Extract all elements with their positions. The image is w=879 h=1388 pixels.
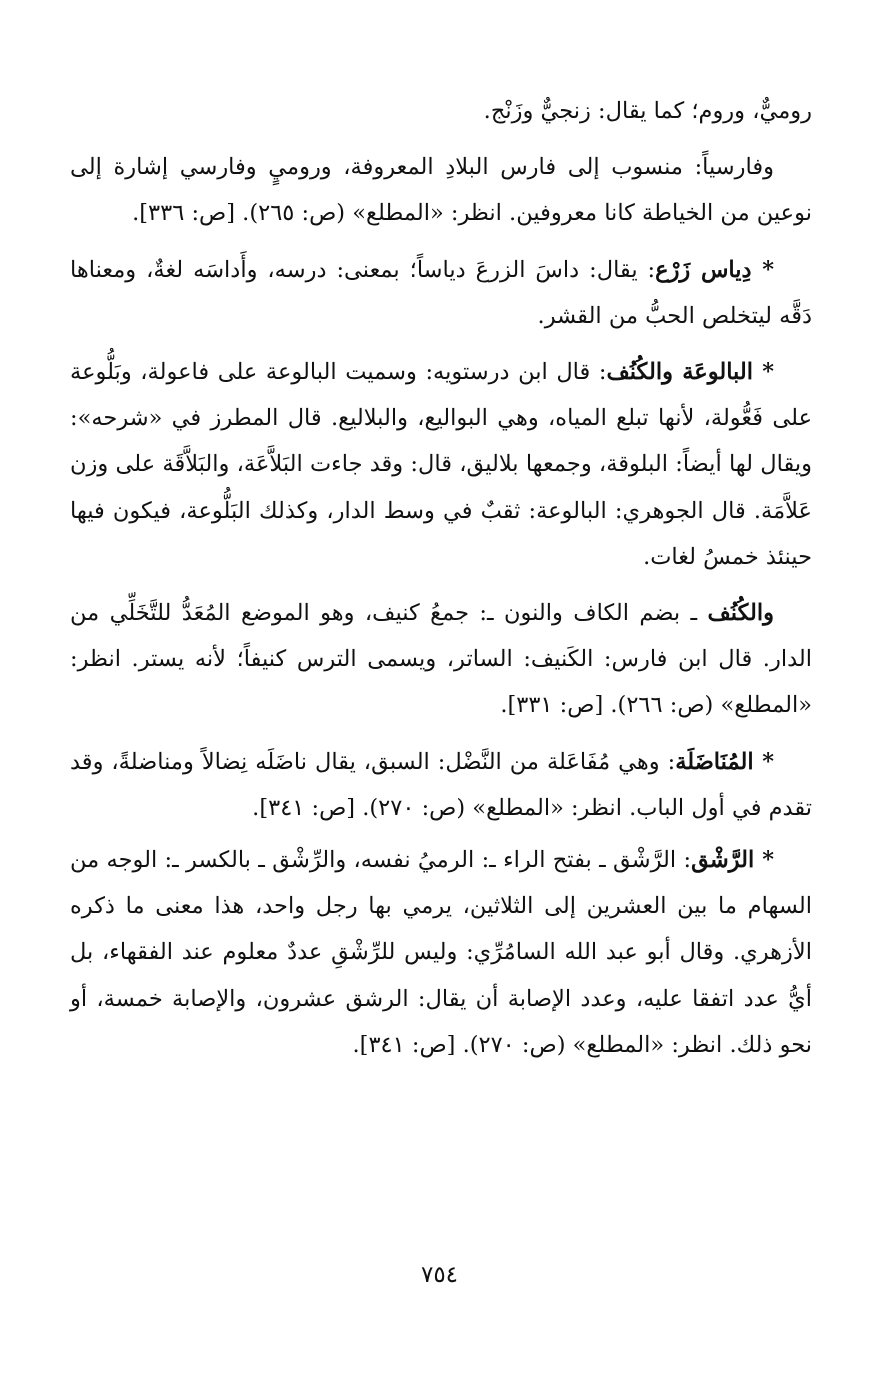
entry-term: * البالوعَة والكُنُف bbox=[606, 359, 774, 386]
page-number: ٧٥٤ bbox=[420, 1262, 459, 1288]
entry-diyas-zar bbox=[70, 247, 812, 339]
entry-rashq bbox=[70, 837, 812, 1068]
paragraph-farisi bbox=[70, 144, 812, 236]
entry-term: * دِياس زَرْع bbox=[655, 256, 774, 283]
entry-term: * المُنَاضَلَة bbox=[675, 748, 774, 775]
paragraph-text: روميٌّ، وروم؛ كما يقال: زنجيٌّ وزَنْج. bbox=[483, 98, 812, 124]
entry-balua bbox=[70, 349, 812, 580]
paragraph-roumi bbox=[70, 88, 812, 134]
entry-term: والكُنُف bbox=[707, 600, 774, 627]
entry-munadala bbox=[70, 739, 812, 831]
paragraph-text: وفارسياً: منسوب إلى فارس البلادِ المعروفة، وروميٍ وفارسي إشارة إلى نوعين من الخياطة كانا معروفين. انظر: «المطلع» (ص: ٢٦٥). [ص: ٣٣٦]. bbox=[70, 154, 812, 227]
entry-term: * الرَّشْق bbox=[691, 847, 774, 874]
entry-definition: : وهي مُفَاعَلة من النَّضْل: السبق، يقال ناضَلَه نِضالاً ومناضلةً، وقد تقدم في أول الباب. انظر: «المطلع» (ص: ٢٧٠). [ص: ٣٤١]. bbox=[70, 748, 812, 821]
entry-definition: : الرَّشْق ـ بفتح الراء ـ: الرميُ نفسه، والرِّشْق ـ بالكسر ـ: الوجه من السهام ما بين العشرين إلى الثلاثين، يرمي بها رجل واحد، هذا معنى ما ذكره الأزهري. وقال أبو عبد الله السامُرِّي: وليس للرِّشْقِ عددٌ معلوم عند الفقهاء، بل أيُّ عدد اتفقا عليه، وعدد الإصابة أن يقال: الرشق عشرون، والإصابة خمسة، أو نحو ذلك. انظر: «المطلع» (ص: ٢٧٠). [ص: ٣٤١]. bbox=[70, 847, 812, 1058]
page-body bbox=[70, 88, 812, 1078]
entry-definition: : يقال: داسَ الزرعَ دياساً؛ بمعنى: درسه، وأَداسَه لغةٌ، ومعناها دَقَّه ليتخلص الحبُّ من القشر. bbox=[70, 256, 812, 329]
entry-definition: ـ بضم الكاف والنون ـ: جمعُ كنيف، وهو الموضع المُعَدُّ للتَّخَلِّي من الدار. قال ابن فارس: الكَنيف: الساتر، ويسمى الترس كنيفاً؛ لأنه يستر. انظر: «المطلع» (ص: ٢٦٦). [ص: ٣٣١]. bbox=[70, 600, 812, 719]
entry-kunuf bbox=[70, 590, 812, 729]
entry-definition: : قال ابن درستويه: وسميت البالوعة على فاعولة، وبَلُّوعة على فَعُّولة، لأنها تبلع المياه، وهي البواليع، والبلاليع. قال المطرز في «شرحه»: ويقال لها أيضاً: البلوقة، وجمعها بلاليق، قال: وقد جاءت البَلاَّعَة، والبَلاَّقَة على وزن عَلاَّمَة. قال الجوهري: البالوعة: ثقبٌ في وسط الدار، وكذلك البَلُّوعة، فيكون فيها حينئذ خمسُ لغات. bbox=[70, 359, 812, 570]
